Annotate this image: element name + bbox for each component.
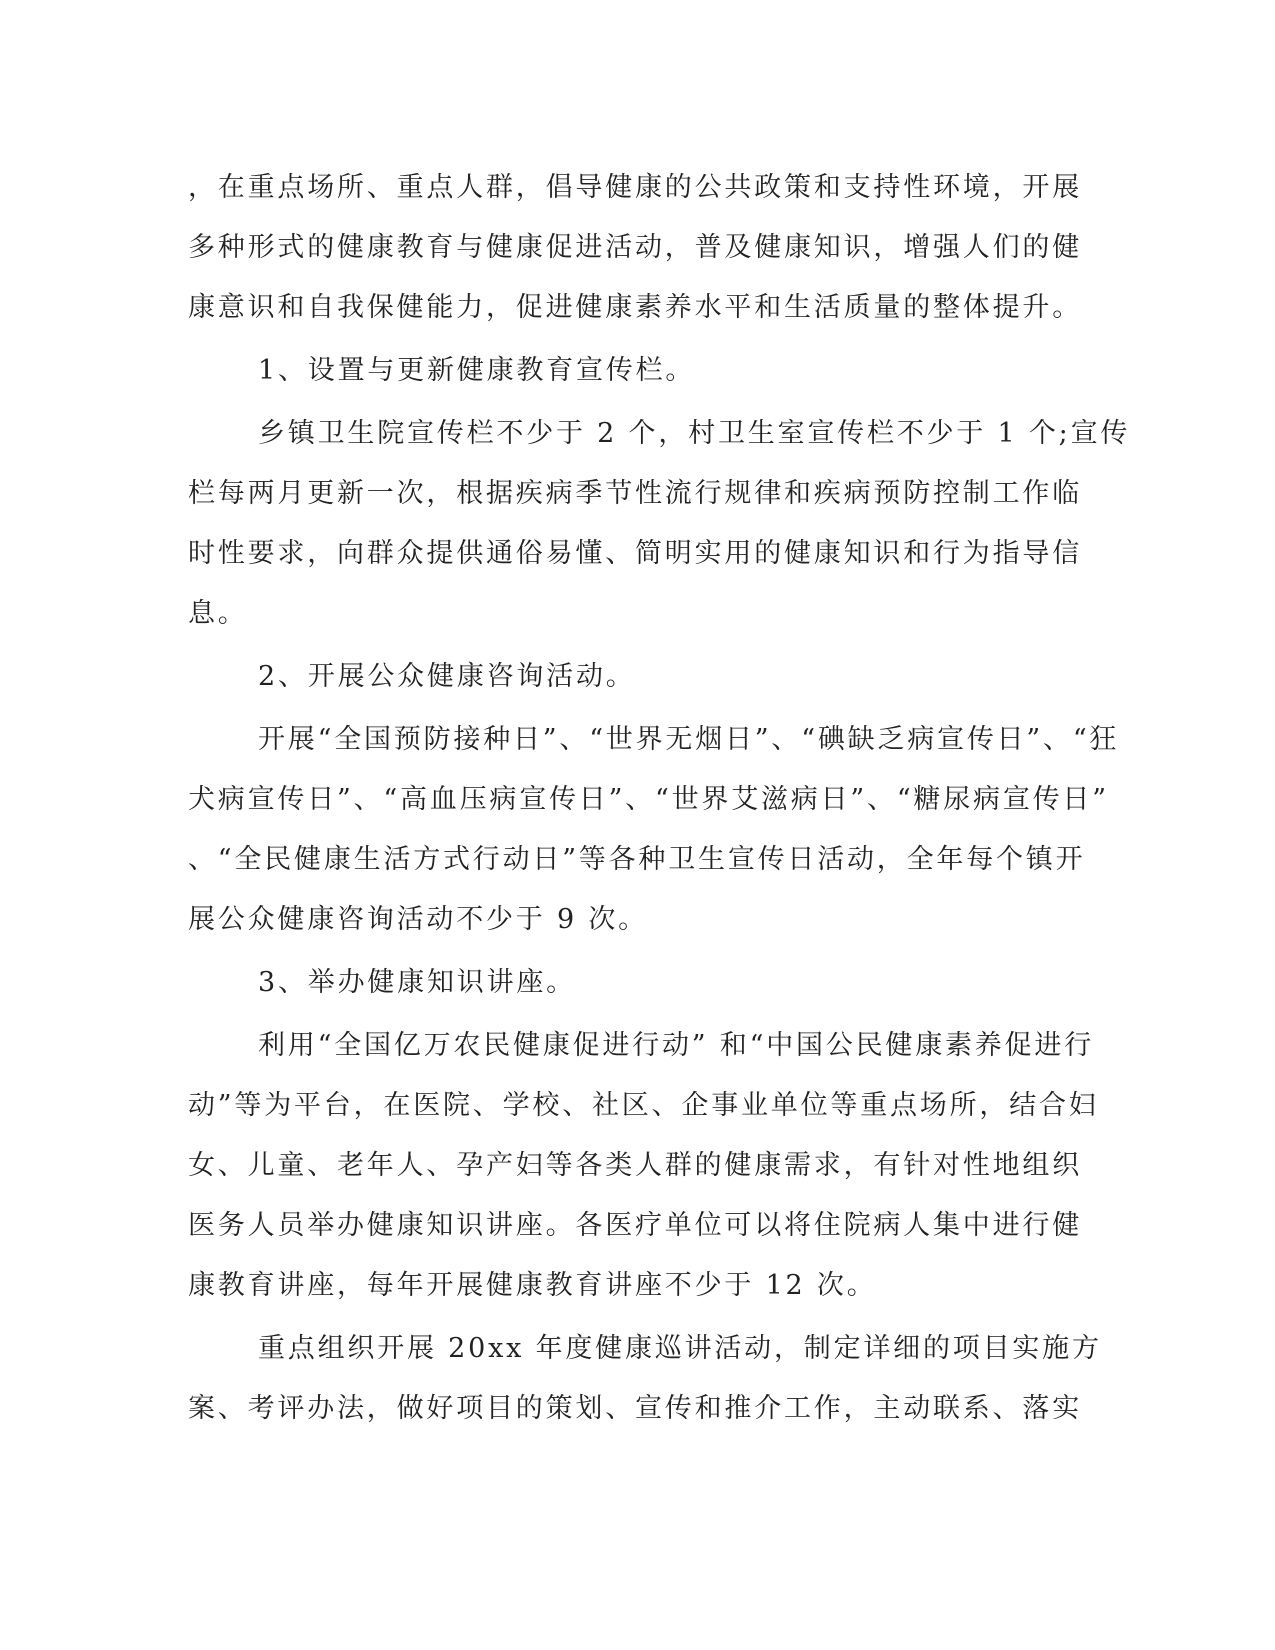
text-line: 女、儿童、老年人、孕产妇等各类人群的健康需求，有针对性地组织 bbox=[188, 1150, 1082, 1181]
paragraph-intro-continuation bbox=[188, 158, 1082, 338]
text-line: 栏每两月更新一次，根据疾病季节性流行规律和疾病预防控制工作临 bbox=[188, 478, 1082, 509]
text-line: 乡镇卫生院宣传栏不少于 2 个，村卫生室宣传栏不少于 1 个;宣传 bbox=[258, 418, 1131, 449]
section-heading-2 bbox=[188, 647, 1068, 707]
text-line: 康意识和自我保健能力，促进健康素养水平和生活质量的整体提升。 bbox=[188, 292, 1082, 323]
heading-line: 3、举办健康知识讲座。 bbox=[258, 967, 576, 998]
text-line: 利用“全国亿万农民健康促进行动” 和“中国公民健康素养促进行 bbox=[258, 1030, 1094, 1061]
heading-line: 2、开展公众健康咨询活动。 bbox=[258, 661, 636, 692]
section-heading-1 bbox=[188, 341, 1068, 401]
paragraph-awareness-days bbox=[188, 710, 1120, 950]
document-body bbox=[188, 158, 1131, 1439]
heading-line: 1、设置与更新健康教育宣传栏。 bbox=[258, 355, 696, 386]
text-line: 息。 bbox=[188, 598, 248, 629]
text-line: 、“全民健康生活方式行动日”等各种卫生宣传日活动，全年每个镇开 bbox=[188, 844, 1086, 875]
text-line: 开展“全国预防接种日”、“世界无烟日”、“碘缺乏病宣传日”、“狂 bbox=[258, 724, 1120, 755]
text-line: 多种形式的健康教育与健康促进活动，普及健康知识，增强人们的健 bbox=[188, 232, 1082, 263]
text-line: 展公众健康咨询活动不少于 9 次。 bbox=[188, 904, 648, 935]
paragraph-lectures bbox=[188, 1016, 1099, 1316]
paragraph-health-tour bbox=[188, 1319, 1102, 1439]
text-line: 动”等为平台，在医院、学校、社区、企事业单位等重点场所，结合妇 bbox=[188, 1090, 1099, 1121]
text-line: 医务人员举办健康知识讲座。各医疗单位可以将住院病人集中进行健 bbox=[188, 1210, 1082, 1241]
text-line: 重点组织开展 20xx 年度健康巡讲活动，制定详细的项目实施方 bbox=[258, 1333, 1102, 1364]
text-line: 时性要求，向群众提供通俗易懂、简明实用的健康知识和行为指导信 bbox=[188, 538, 1082, 569]
paragraph-bulletin-boards bbox=[188, 404, 1131, 644]
text-line: 案、考评办法，做好项目的策划、宣传和推介工作，主动联系、落实 bbox=[188, 1393, 1082, 1424]
text-line: ，在重点场所、重点人群，倡导健康的公共政策和支持性环境，开展 bbox=[188, 172, 1082, 203]
section-heading-3 bbox=[188, 953, 1068, 1013]
text-line: 康教育讲座，每年开展健康教育讲座不少于 12 次。 bbox=[188, 1270, 877, 1301]
text-line: 犬病宣传日”、“高血压病宣传日”、“世界艾滋病日”、“糖尿病宣传日” bbox=[188, 784, 1109, 815]
